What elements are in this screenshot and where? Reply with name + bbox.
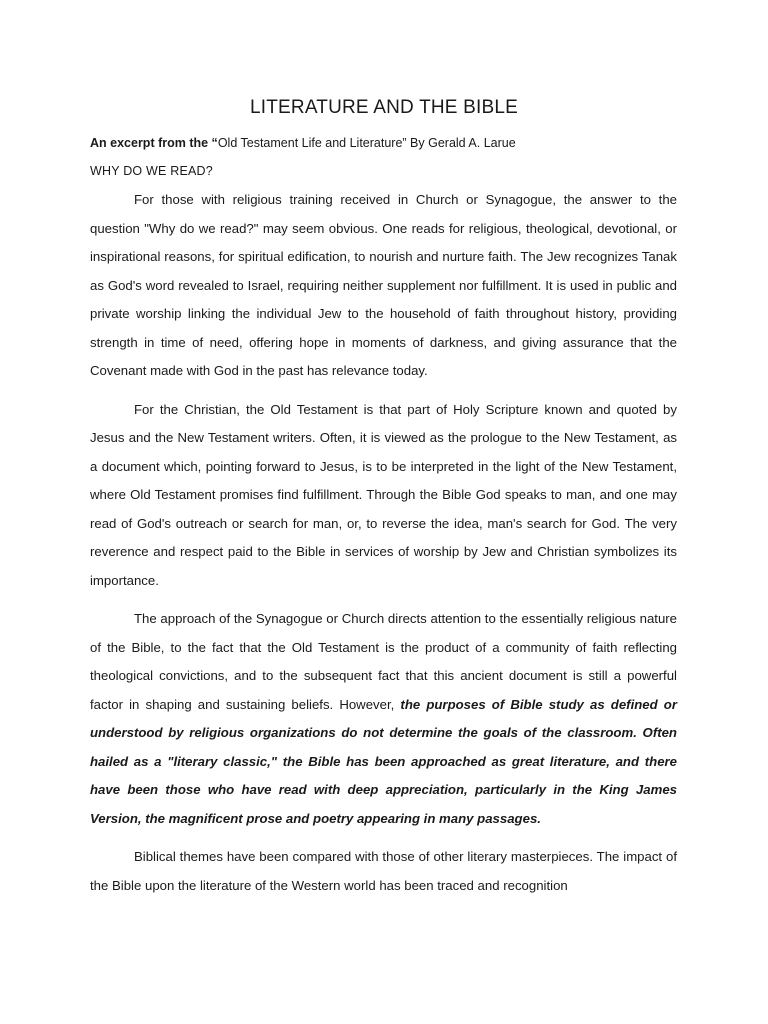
paragraph-3-emphasis: the purposes of Bible study as defined or understood by religious organizations do not determine the goals of the classroom. Often hailed as a "literary classic," the Bible has been approached as great literature, and there have been those who have read with deep appreciation, particularly in the King James Version, the magnificent prose and poetry appearing in many passages. [90, 696, 677, 826]
section-heading: WHY DO WE READ? [90, 164, 213, 178]
paragraph-3 [90, 605, 677, 833]
paragraph-3-plain: The approach of the Synagogue or Church directs attention to the essentially religious nature of the Bible, to the fact that the Old Testament is the product of a community of faith reflecting theological convictions, and to the subsequent fact that this ancient document is still a powerful factor in shaping and sustaining beliefs. However, [90, 611, 677, 712]
paragraph-4: Biblical themes have been compared with those of other literary masterpieces. The impact of the Bible upon the literature of the Western world has been traced and recognition [90, 849, 677, 893]
document-title: LITERATURE AND THE BIBLE [249, 97, 519, 118]
body-text [90, 186, 677, 910]
paragraph-2: For the Christian, the Old Testament is that part of Holy Scripture known and quoted by Jesus and the New Testament writers. Often, it is viewed as the prologue to the New Testament, as a document which, pointing forward to Jesus, is to be interpreted in the light of the New Testament, where Old Testament promises find fulfillment. Through the Bible God speaks to man, and one may read of God's outreach or search for man, or, to reverse the idea, man's search for God. The very reverence and respect paid to the Bible in services of worship by Jew and Christian symbolizes its importance. [90, 401, 677, 588]
paragraph-1: For those with religious training received in Church or Synagogue, the answer to the question "Why do we read?" may seem obvious. One reads for religious, theological, devotional, or inspirational reasons, for spiritual edification, to nourish and nurture faith. The Jew recognizes Tanak as God's word revealed to Israel, requiring neither supplement nor fulfillment. It is used in public and private worship linking the individual Jew to the household of faith throughout history, providing strength in time of need, offering hope in moments of darkness, and giving assurance that the Covenant made with God in the past has relevance today. [90, 192, 677, 378]
excerpt-lead: An excerpt from the “ [90, 136, 218, 150]
excerpt-source: Old Testament Life and Literature” By Gerald A. Larue [217, 136, 516, 150]
excerpt-attribution [90, 134, 680, 152]
